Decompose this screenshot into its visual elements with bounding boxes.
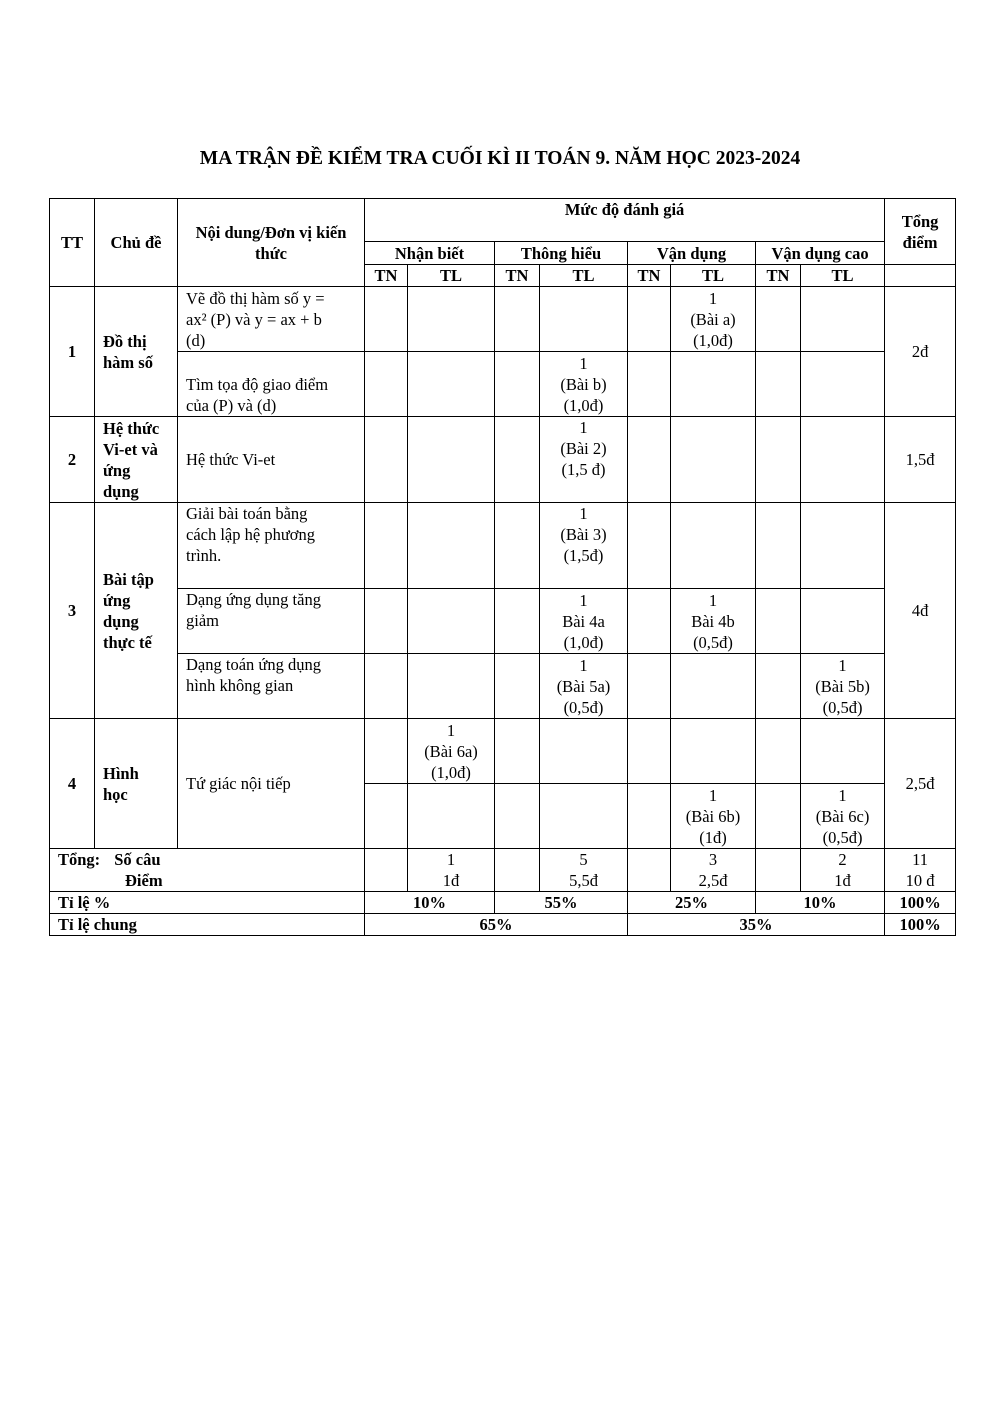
header-chu-de: Chủ đề bbox=[95, 199, 178, 287]
row-topic: Hình học bbox=[95, 719, 178, 849]
row-total: 4đ bbox=[885, 503, 956, 719]
cell-value: 1 Bài 4b (0,5đ) bbox=[671, 589, 756, 654]
row-content: Dạng toán ứng dụng hình không gian bbox=[178, 654, 365, 719]
general-ratio-2: 35% bbox=[628, 914, 885, 936]
ratio-van-dung: 25% bbox=[628, 892, 756, 914]
row-content: Tìm tọa độ giao điểm của (P) và (d) bbox=[178, 352, 365, 417]
header-tt: TT bbox=[50, 199, 95, 287]
cell-value: 1 (Bài 6a) (1,0đ) bbox=[408, 719, 495, 784]
cell-value: 1 (Bài 5a) (0,5đ) bbox=[540, 654, 628, 719]
table-row bbox=[50, 654, 956, 719]
header-tl: TL bbox=[540, 265, 628, 287]
header-noi-dung: Nội dung/Đơn vị kiến thức bbox=[178, 199, 365, 287]
row-content: Giải bài toán bằng cách lập hệ phương trình. bbox=[178, 503, 365, 589]
header-level-thong-hieu: Thông hiểu bbox=[495, 242, 628, 265]
row-tt: 4 bbox=[50, 719, 95, 849]
summary-ratio-row bbox=[50, 892, 956, 914]
ratio-total: 100% bbox=[885, 892, 956, 914]
summary-total-label: Tổng: Số câu Điểm bbox=[50, 849, 365, 892]
header-row bbox=[50, 199, 956, 242]
assessment-matrix-table bbox=[49, 198, 956, 936]
header-muc-do: Mức độ đánh giá bbox=[365, 199, 885, 242]
table-row bbox=[50, 352, 956, 417]
summary-vdc: 2 1đ bbox=[801, 849, 885, 892]
summary-general-ratio-label: Tỉ lệ chung bbox=[50, 914, 365, 936]
row-content: Dạng ứng dụng tăng giảm bbox=[178, 589, 365, 654]
cell-value: 1 Bài 4a (1,0đ) bbox=[540, 589, 628, 654]
row-topic: Bài tập ứng dụng thực tế bbox=[95, 503, 178, 719]
row-content: Vẽ đồ thị hàm số y = ax² (P) và y = ax + b (d) bbox=[178, 287, 365, 352]
header-tn: TN bbox=[365, 265, 408, 287]
cell-value: 1 (Bài 3) (1,5đ) bbox=[540, 503, 628, 589]
cell-value: 1 (Bài 6b) (1đ) bbox=[671, 784, 756, 849]
header-level-nhan-biet: Nhận biết bbox=[365, 242, 495, 265]
cell-value: 1 (Bài 6c) (0,5đ) bbox=[801, 784, 885, 849]
summary-nb: 1 1đ bbox=[408, 849, 495, 892]
header-tong-diem: Tổng điểm bbox=[885, 199, 956, 265]
row-topic: Đồ thị hàm số bbox=[95, 287, 178, 417]
table-row bbox=[50, 589, 956, 654]
cell-value: 1 (Bài 2) (1,5 đ) bbox=[540, 417, 628, 503]
header-level-van-dung: Vận dụng bbox=[628, 242, 756, 265]
cell-value: 1 (Bài 5b) (0,5đ) bbox=[801, 654, 885, 719]
ratio-van-dung-cao: 10% bbox=[756, 892, 885, 914]
summary-th: 5 5,5đ bbox=[540, 849, 628, 892]
row-content: Tứ giác nội tiếp bbox=[178, 719, 365, 849]
header-tl: TL bbox=[671, 265, 756, 287]
table-row bbox=[50, 417, 956, 503]
table-row bbox=[50, 719, 956, 784]
summary-vd: 3 2,5đ bbox=[671, 849, 756, 892]
summary-total-row bbox=[50, 849, 956, 892]
summary-ratio-label: Tỉ lệ % bbox=[50, 892, 365, 914]
summary-general-ratio-row bbox=[50, 914, 956, 936]
row-content: Hệ thức Vi-et bbox=[178, 417, 365, 503]
table-row bbox=[50, 503, 956, 589]
page-title: MA TRẬN ĐỀ KIỂM TRA CUỐI KÌ II TOÁN 9. NĂM HỌC 2023-2024 bbox=[199, 148, 801, 169]
general-ratio-1: 65% bbox=[365, 914, 628, 936]
header-tn: TN bbox=[628, 265, 671, 287]
row-tt: 2 bbox=[50, 417, 95, 503]
row-total: 2đ bbox=[885, 287, 956, 417]
header-level-van-dung-cao: Vận dụng cao bbox=[756, 242, 885, 265]
row-tt: 1 bbox=[50, 287, 95, 417]
table-row bbox=[50, 287, 956, 352]
ratio-thong-hieu: 55% bbox=[495, 892, 628, 914]
cell-value: 1 (Bài b) (1,0đ) bbox=[540, 352, 628, 417]
row-total: 2,5đ bbox=[885, 719, 956, 849]
header-tl: TL bbox=[801, 265, 885, 287]
header-tl: TL bbox=[408, 265, 495, 287]
general-ratio-total: 100% bbox=[885, 914, 956, 936]
header-tn: TN bbox=[495, 265, 540, 287]
row-total: 1,5đ bbox=[885, 417, 956, 503]
header-empty-cell bbox=[885, 265, 956, 287]
row-topic: Hệ thức Vi-et và ứng dụng bbox=[95, 417, 178, 503]
row-tt: 3 bbox=[50, 503, 95, 719]
header-tn: TN bbox=[756, 265, 801, 287]
summary-total: 11 10 đ bbox=[885, 849, 956, 892]
cell-value: 1 (Bài a) (1,0đ) bbox=[671, 287, 756, 352]
ratio-nhan-biet: 10% bbox=[365, 892, 495, 914]
